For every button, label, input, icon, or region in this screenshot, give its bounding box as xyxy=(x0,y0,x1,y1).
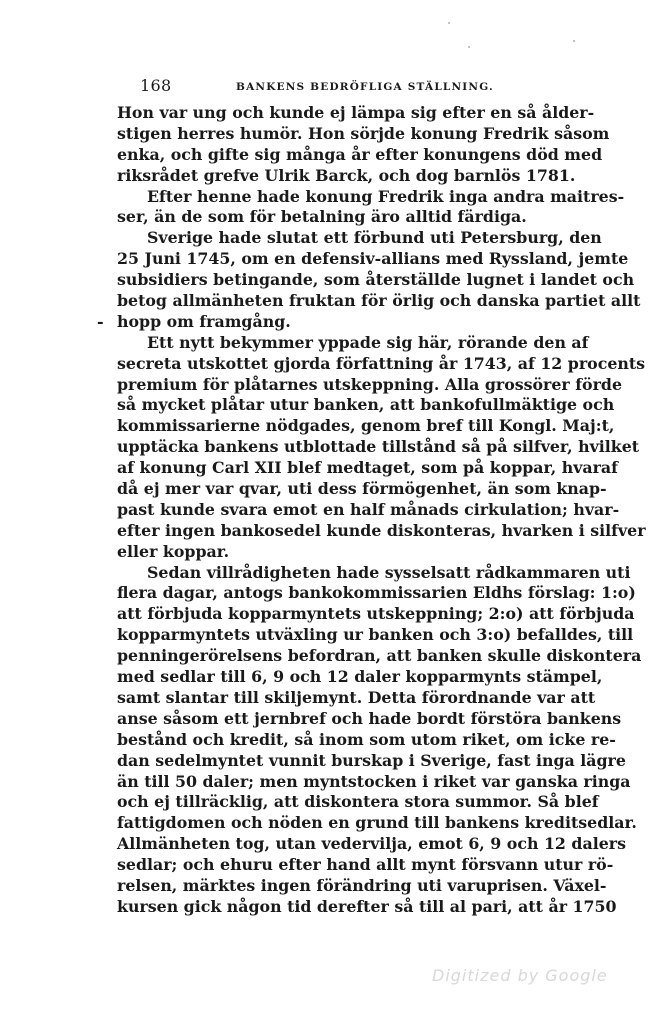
text-line: hopp om framgång. xyxy=(117,311,291,331)
text-line: och ej tillräcklig, att diskontera stora summor. Så blef xyxy=(117,792,599,812)
text-line: Efter henne hade konung Fredrik inga andra maitres- xyxy=(147,186,625,206)
text-line: efter ingen bankosedel kunde diskonteras, hvarken i silfver xyxy=(117,520,646,540)
text-line: att förbjuda kopparmyntets utskeppning; 2:o) att förbjuda xyxy=(117,604,635,624)
text-line: premium för plåtarnes utskeppning. Alla grossörer förde xyxy=(117,374,622,394)
text-line: kommissarierne nödgades, genom bref till Kongl. Maj:t, xyxy=(117,416,615,436)
paper-speck xyxy=(468,46,470,48)
text-line: än till 50 daler; men myntstocken i riket var ganska ringa xyxy=(117,771,631,791)
text-line: subsidiers betingande, som återställde lugnet i landet och xyxy=(117,270,635,290)
margin-mark: - xyxy=(97,312,104,331)
text-line: anse såsom ett jernbref och hade bordt förstöra bankens xyxy=(117,708,622,728)
text-line: samt slantar till skiljemynt. Detta förordnande var att xyxy=(117,687,596,707)
text-line: fattigdomen och nöden en grund till bankens kreditsedlar. xyxy=(117,813,637,833)
text-line: secreta utskottet gjorda författning år 1743, af 12 procents xyxy=(117,353,646,373)
text-line: ser, än de som för betalning äro alltid färdiga. xyxy=(117,207,527,227)
text-line: relsen, märktes ingen förändring uti varuprisen. Växel- xyxy=(117,875,607,895)
text-line: af konung Carl XII blef medtaget, som på koppar, hvaraf xyxy=(117,458,618,478)
text-line: flera dagar, antogs bankokommissarien Eldhs förslag: 1:o) xyxy=(117,583,636,603)
text-line: Hon var ung och kunde ej lämpa sig efter en så ålder- xyxy=(117,103,595,122)
text-line: Ett nytt bekymmer yppade sig här, rörande den af xyxy=(147,332,589,352)
text-line: Allmänheten tog, utan vedervilja, emot 6, 9 och 12 dalers xyxy=(117,834,626,854)
text-line: Sedan villrådigheten hade sysselsatt rådkammaren uti xyxy=(147,562,631,582)
text-line: riksrådet grefve Ulrik Barck, och dog barnlös 1781. xyxy=(117,165,576,185)
text-line: penningerörelsens befordran, att banken skulle diskontera xyxy=(117,646,642,666)
body-text xyxy=(117,103,646,918)
text-line: då ej mer var qvar, uti dess förmögenhet, än som knap- xyxy=(117,479,607,499)
text-line: bestånd och kredit, så inom som utom riket, om icke re- xyxy=(117,729,616,749)
text-line: betog allmänheten fruktan för örlig och danska partiet allt xyxy=(117,291,641,311)
text-line: kursen gick någon tid derefter så till al pari, att år 1750 xyxy=(117,896,617,916)
paper-speck xyxy=(448,22,450,24)
text-line: eller koppar. xyxy=(117,541,230,561)
text-line: stigen herres humör. Hon sörjde konung Fredrik såsom xyxy=(117,123,610,143)
text-line: past kunde svara emot en half månads cirkulation; hvar- xyxy=(117,499,620,519)
text-line: Sverige hade slutat ett förbund uti Petersburg, den xyxy=(147,228,602,248)
text-line: så mycket plåtar utur banken, att bankofullmäktige och xyxy=(117,395,615,415)
text-line: enka, och gifte sig många år efter konungens död med xyxy=(117,144,603,164)
watermark: Digitized by Google xyxy=(432,966,608,985)
page-number: 168 xyxy=(140,76,172,95)
text-line: upptäcka bankens utblottade tillstånd så på silfver, hvilket xyxy=(117,437,640,457)
text-line: kopparmyntets utväxling ur banken och 3:o) befalldes, till xyxy=(117,625,634,645)
page-header xyxy=(140,76,540,96)
text-line: sedlar; och ehuru efter hand allt mynt försvann utur rö- xyxy=(117,855,614,875)
text-line: med sedlar till 6, 9 och 12 daler kopparmynts stämpel, xyxy=(117,667,603,687)
text-line: 25 Juni 1745, om en defensiv-allians med Ryssland, jemte xyxy=(117,249,629,269)
text-line: dan sedelmyntet vunnit burskap i Sverige, fast inga lägre xyxy=(117,750,626,770)
running-head: BANKENS BEDRÖFLIGA STÄLLNING. xyxy=(236,81,494,93)
paper-speck xyxy=(573,40,575,42)
